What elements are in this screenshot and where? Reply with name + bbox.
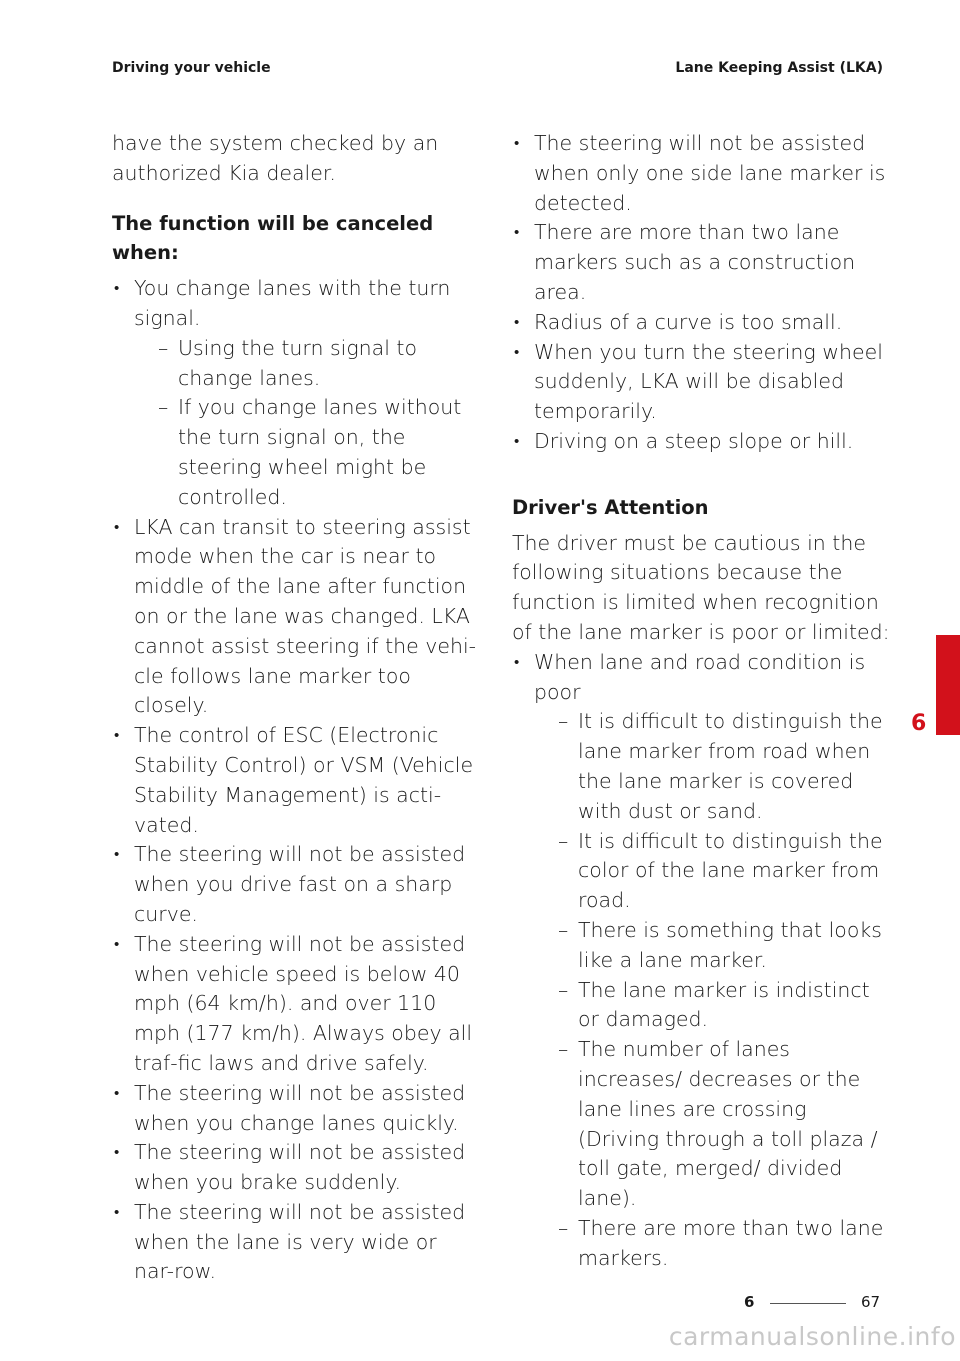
sub-item: – It is difficult to distinguish the lane marker from road when the lane marker is covered with dust or sand. — [534, 707, 892, 826]
list-item: • The steering will not be assisted when you brake suddenly. — [112, 1138, 482, 1198]
header-section-title: Driving your vehicle — [112, 60, 271, 76]
header-topic-title: Lane Keeping Assist (LKA) — [675, 60, 883, 76]
sub-item: – It is difficult to distinguish the color of the lane marker from road. — [534, 827, 892, 916]
cancel-list-continued — [512, 129, 892, 457]
sub-item: – Using the turn signal to change lanes. — [134, 334, 482, 394]
watermark: carmanualsonline.info — [668, 1322, 956, 1351]
sub-item: – The number of lanes increases/ decreases or the lane lines are crossing (Driving through a toll plaza / toll gate, merged/ divided lane). — [534, 1035, 892, 1214]
cancel-heading: The function will be canceled when: — [112, 211, 434, 265]
sub-item: – The lane marker is indistinct or damaged. — [534, 976, 892, 1036]
list-item: • When lane and road condition is poor – It is difficult to distinguish the lane marker from road when the lane marker is covered with dust or sand. – It is difficult to distinguish the color of the lane marker from road. – There is something that looks like a lane marker. – The lane marker is indistinct or damaged. – The number of lanes increases/ decreases or the lane lines are crossing (Driving through a toll plaza / toll gate, merged/ divided lane). – There are more than two lane markers. — [512, 648, 892, 1274]
list-item: • When you turn the steering wheel suddenly, LKA will be disabled temporarily. — [512, 338, 892, 427]
footer-chapter: 6 — [744, 1293, 755, 1311]
list-item: • The steering will not be assisted when vehicle speed is below 40 mph (64 km/h). and over 110 mph (177 km/h). Always obey all traf-fic laws and drive safely. — [112, 930, 482, 1079]
list-item: • The control of ESC (Electronic Stability Control) or VSM (Vehicle Stability Management) is acti-vated. — [112, 721, 482, 840]
list-item: • LKA can transit to steering assist mode when the car is near to middle of the lane after function on or the lane was changed. LKA cannot assist steering if the vehi-cle follows lane marker too closely. — [112, 513, 482, 722]
sub-item: – There is something that looks like a lane marker. — [534, 916, 892, 976]
intro-text: have the system checked by an authorized Kia dealer. — [112, 131, 439, 185]
chapter-tab-number: 6 — [911, 711, 927, 736]
chapter-tab — [936, 635, 960, 735]
cancel-list — [112, 274, 482, 1287]
right-column — [512, 129, 892, 1273]
left-column — [112, 129, 482, 1287]
footer-divider — [770, 1303, 846, 1304]
attention-paragraph: The driver must be cautious in the following situations because the function is limited when recognition of the lane marker is poor or limited: — [512, 530, 890, 644]
attention-list — [512, 648, 892, 1274]
list-item: • Radius of a curve is too small. — [512, 308, 892, 338]
list-item: • The steering will not be assisted when you change lanes quickly. — [112, 1079, 482, 1139]
footer-page-number: 67 — [861, 1293, 881, 1311]
list-item: • There are more than two lane markers such as a construction area. — [512, 218, 892, 307]
list-item: • Driving on a steep slope or hill. — [512, 427, 892, 457]
sub-item: – There are more than two lane markers. — [534, 1214, 892, 1274]
list-item: • You change lanes with the turn signal. – Using the turn signal to change lanes. – If you change lanes without the turn signal on, the steering wheel might be controlled. — [112, 274, 482, 512]
list-item: • The steering will not be assisted when only one side lane marker is detected. — [512, 129, 892, 218]
sub-item: – If you change lanes without the turn signal on, the steering wheel might be controlled. — [134, 393, 482, 512]
list-item: • The steering will not be assisted when you drive fast on a sharp curve. — [112, 840, 482, 929]
list-item: • The steering will not be assisted when the lane is very wide or nar-row. — [112, 1198, 482, 1287]
attention-heading: Driver's Attention — [512, 495, 709, 519]
